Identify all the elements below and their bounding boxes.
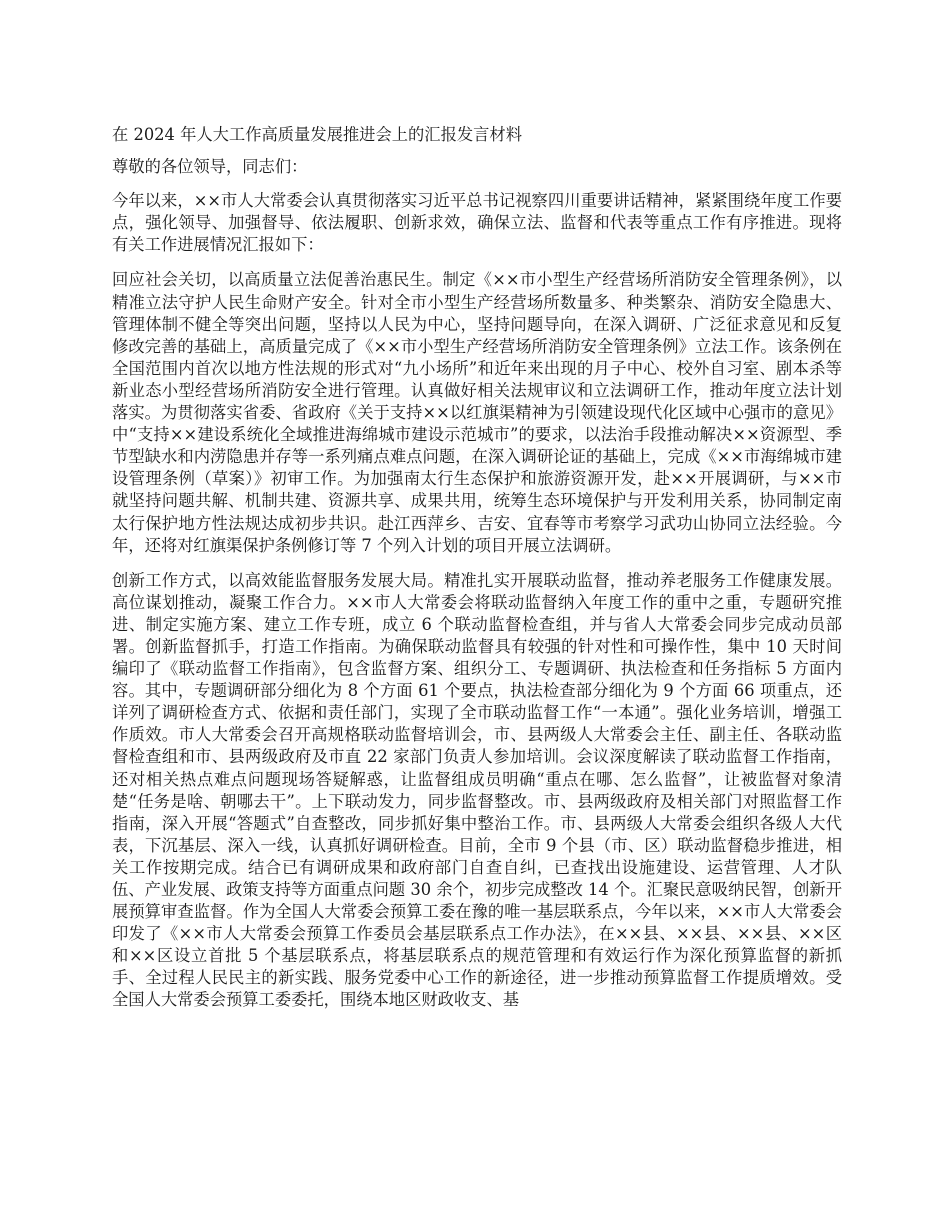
paragraph-supervision: 创新工作方式，以高效能监督服务发展大局。精准扎实开展联动监督，推动养老服务工作健康发展。高位谋划推动，凝聚工作合力。××市人大常委会将联动监督纳入年度工作的重中之重，专题研究推进、制定实施方案、建立工作专班，成立 6 个联动监督检查组，并与省人大常委会同步完成动员部署。创新监督抓手，打造工作指南。为确保联动监督具有较强的针对性和可操作性，集中 10 天时间编印了《联动监督工作指南》，包含监督方案、组织分工、专题调研、执法检查和任务指标 5 方面内容。其中，专题调研部分细化为 8 个方面 61 个要点，执法检查部分细化为 9 个方面 66 项重点，还详列了调研检查方式、依据和责任部门，实现了全市联动监督工作“一本通”。强化业务培训，增强工作质效。市人大常委会召开高规格联动监督培训会，市、县两级人大常委会主任、副主任、各联动监督检查组和市、县两级政府及市直 22 家部门负责人参加培训。会议深度解读了联动监督工作指南，还对相关热点难点问题现场答疑解惑，让监督组成员明确“重点在哪、怎么监督”，让被监督对象清楚“任务是啥、朝哪去干”。上下联动发力，同步监督整改。市、县两级政府及相关部门对照监督工作指南，深入开展“答题式”自查整改，同步抓好集中整治工作。市、县两级人大常委会组织各级人大代表，下沉基层、深入一线，认真抓好调研检查。目前，全市 9 个县（市、区）联动监督稳步推进，相关工作按期完成。结合已有调研成果和政府部门自查自纠，已查找出设施建设、运营管理、人才队伍、产业发展、政策支持等方面重点问题 30 余个，初步完成整改 14 个。汇聚民意吸纳民智，创新开展预算审查监督。作为全国人大常委会预算工委在豫的唯一基层联系点，今年以来，××市人大常委会印发了《××市人大常委会预算工作委员会基层联系点工作办法》，在××县、××县、××县、××区和××区设立首批 5 个基层联系点，将基层联系点的规范管理和有效运行作为深化预算监督的新抓手、全过程人民民主的新实践、服务党委中心工作的新途径，进一步推动预算监督工作提质增效。受全国人大常委会预算工委委托，围绕本地区财政收支、基 xyxy=(112,570,842,1010)
document-title: 在 2024 年人大工作高质量发展推进会上的汇报发言材料 xyxy=(112,125,522,144)
salutation: 尊敬的各位领导，同志们： xyxy=(112,157,308,177)
paragraph-intro: 今年以来，××市人大常委会认真贯彻落实习近平总书记视察四川重要讲话精神，紧紧围绕年度工作要点，强化领导、加强督导、依法履职、创新求效，确保立法、监督和代表等重点工作有序推进。现将有关工作进展情况汇报如下： xyxy=(112,191,842,255)
paragraph-legislation: 回应社会关切，以高质量立法促善治惠民生。制定《××市小型生产经营场所消防安全管理条例》，以精准立法守护人民生命财产安全。针对全市小型生产经营场所数量多、种类繁杂、消防安全隐患大、管理体制不健全等突出问题，坚持以人民为中心，坚持问题导向，在深入调研、广泛征求意见和反复修改完善的基础上，高质量完成了《××市小型生产经营场所消防安全管理条例》立法工作。该条例在全国范围内首次以地方性法规的形式对“九小场所”和近年来出现的月子中心、校外自习室、剧本杀等新业态小型经营场所消防安全进行管理。认真做好相关法规审议和立法调研工作，推动年度立法计划落实。为贯彻落实省委、省政府《关于支持××以红旗渠精神为引领建设现代化区域中心强市的意见》中“支持××建设系统化全域推进海绵城市建设示范城市”的要求，以法治手段推动解决××资源型、季节型缺水和内涝隐患并存等一系列痛点难点问题，在深入调研论证的基础上，完成《××市海绵城市建设管理条例（草案）》初审工作。为加强南太行生态保护和旅游资源开发，赴××开展调研，与××市就坚持问题共解、机制共建、资源共享、成果共用，统筹生态环境保护与开发利用关系，协同制定南太行保护地方性法规达成初步共识。赴江西萍乡、吉安、宜春等市考察学习武功山协同立法经验。今年，还将对红旗渠保护条例修订等 7 个列入计划的项目开展立法调研。 xyxy=(112,270,842,555)
document-page xyxy=(112,124,842,1025)
